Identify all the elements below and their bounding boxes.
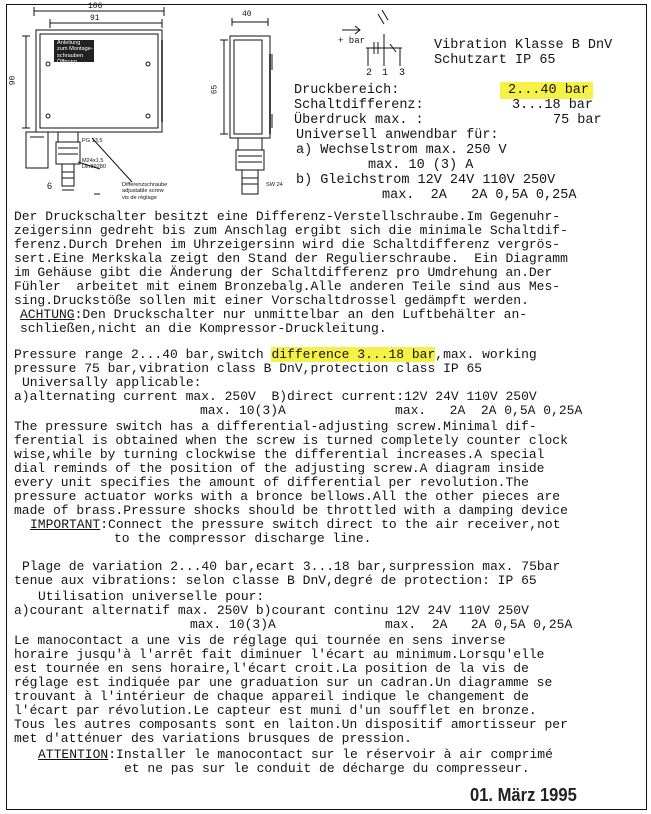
german-line-8-text: :Den Druckschalter nur unmittelbar an den Luftbehälter an- [74,307,528,322]
french-line-9: réglage est indiquée par une graduation sur un cadran.Un diagramme se [14,675,553,690]
english-line-3: Universally applicable: [22,375,202,390]
german-line-9: schließen,nicht an die Kompressor-Druckleitung. [20,321,387,336]
german-line-6: Fühler arbeitet mit einem Bronzebalg.Alle anderen Teile sind aus Mes- [14,279,561,294]
adjust-note: Differenzschraube adjustable screw vis de réglage [122,182,168,201]
attention-label: ATTENTION [38,747,109,762]
english-line-5: max. 10(3)A max. 2A 2A 0,5A 0,25A [200,403,583,418]
english-line-8: wise,while by turning clockwise the differential increases.A special [14,447,545,462]
terminal-3: 3 [399,68,406,79]
important-label: IMPORTANT [30,517,101,532]
french-line-6: Le manocontact a une vis de réglage qui tournée en sens inverse [14,633,506,648]
label-box-text: Anleitung zum Montage- schrauben Öffnung für Regulierschraube [57,40,101,78]
english-line-1 [14,348,537,362]
english-line-7: ferential is obtained when the screw is turned completely counter clock [14,433,568,448]
english-line-13-text: :Connect the pressure switch direct to the air receiver,not [100,517,561,532]
inner-dim: 91 [90,14,100,23]
french-line-4: a)courant alternatif max. 250V b)courant continu 12V 24V 110V 250V [14,603,529,618]
french-line-13: met d'atténuer des variations brusques de pression. [14,731,412,746]
spec-wechselstrom: a) Wechselstrom max. 250 V [296,143,507,158]
french-line-14 [38,748,553,762]
english-line-10: every unit specifies the amount of differential per revolution.The [14,475,529,490]
english-line-6: The pressure switch has a differential-adjusting screw.Minimal dif- [14,419,537,434]
spec-schaltdifferenz-value: 3...18 bar [512,98,594,113]
spec-gleichstrom: b) Gleichstrom 12V 24V 110V 250V [296,173,556,188]
french-line-8: est tournée en sens horaire,l'écart croit.La position de la vis de [14,661,529,676]
date-stamp: 01. März 1995 [470,785,577,805]
french-line-7: horaire jusqu'à l'arrêt fait diminuer l'écart au minimum.Lorsqu'elle [14,647,545,662]
spec-druckbereich-value: 2...40 bar [500,82,593,99]
english-line-12: made of brass.Pressure shocks should be throttled with a damping device [14,503,568,518]
spec-schaltdifferenz-label: Schaltdifferenz: [294,98,424,113]
plus-bar-label: + bar [338,36,366,46]
german-line-4: sert.Eine Merkskala zeigt den Stand der Regulierschraube. Ein Diagramm [14,251,568,266]
pg-label: PG 13,5 [82,138,103,144]
english-line-13 [30,518,561,532]
spec-wechselstrom-max: max. 10 (3) A [368,158,474,173]
thread-label: M24x1,5 Din89280 [82,158,106,171]
english-line-2: pressure 75 bar,vibration class B DnV,protection class IP 65 [14,361,483,376]
german-line-1: Der Druckschalter besitzt eine Differenz-Verstellschraube.Im Gegenuhr- [14,209,561,224]
front-view-drawing [14,4,184,204]
german-line-7: sing.Druckstöße sollen mit einer Vorschaltdrossel gedämpft werden. [14,293,529,308]
english-line-11: pressure actuator works with a bronce bellows.All the other pieces are [14,489,561,504]
french-line-12: Tous les autres composants sont en laiton.Un dispositif amortisseur per [14,717,568,732]
stem-dim: 6 [47,181,53,191]
english-line-4: a)alternating current max. 250V B)direct current:12V 24V 110V 250V [14,389,537,404]
french-line-15: et ne pas sur le conduit de décharge du compresseur. [124,761,530,776]
german-line-8 [20,308,527,322]
terminal-2: 2 [366,68,373,79]
french-line-10: trouvant à l'intérieur de chaque appareil indique le changement de [14,689,529,704]
spec-protection: Schutzart IP 65 [434,53,556,68]
height-dim: 90 [8,75,18,86]
english-difference-highlight: difference 3...18 bar [271,347,436,362]
german-line-2: zeigersinn gedreht bis zum Anschlag ergibt sich die minimale Schaltdif- [14,223,568,238]
side-view-drawing [210,14,300,204]
side-height-dim: 65 [210,84,220,95]
width-dim: 106 [88,2,103,11]
french-line-1: Plage de variation 2...40 bar,ecart 3...18 bar,surpression max. 75bar [22,559,561,574]
french-line-5: max. 10(3)A max. 2A 2A 0,5A 0,25A [190,617,573,632]
spec-gleichstrom-max: max. 2A 2A 0,5A 0,25A [382,188,577,203]
spec-vibration: Vibration Klasse B DnV [434,38,613,53]
english-line-14: to the compressor discharge line. [114,531,372,546]
terminal-1: 1 [382,68,389,79]
french-line-11: l'écart par révolution.Le capteur est muni d'un soufflet en bronze. [14,703,537,718]
side-top-dim: 40 [242,10,252,19]
spec-universell: Universell anwendbar für: [296,128,499,143]
german-line-5: im Gehäuse gibt die Änderung der Schaltdifferenz pro Umdrehung an.Der [14,265,553,280]
spec-druckbereich-label: Druckbereich: [294,83,400,98]
achtung-label: ACHTUNG [20,307,75,322]
spec-ueberdruck-label: Überdruck max. : [294,113,424,128]
french-line-14-text: :Installer le manocontact sur le réservoir à air comprimé [108,747,553,762]
spec-ueberdruck-value: 75 bar [553,113,602,128]
french-line-3: Utilisation universelle pour: [38,589,265,604]
french-line-2: tenue aux vibrations: selon classe B DnV,degré de protection: IP 65 [14,573,537,588]
english-line-9: dial reminds of the position of the adjusting screw.A diagram inside [14,461,545,476]
german-line-3: ferenz.Durch Drehen im Uhrzeigersinn wird die Schaltdifferenz vergrös- [14,237,561,252]
english-line-1a: Pressure range 2...40 bar,switch [14,347,272,362]
english-line-1c: ,max. working [435,347,537,362]
side-bottom-dim: SW 24 [266,182,283,188]
